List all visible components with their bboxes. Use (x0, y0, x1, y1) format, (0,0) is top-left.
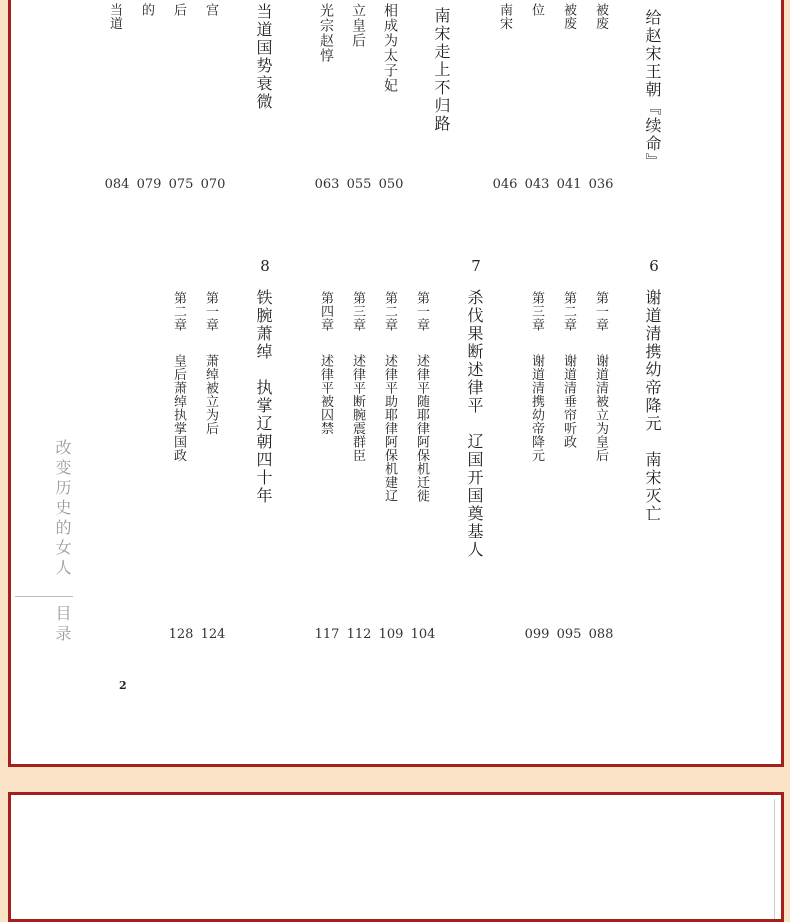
toc-part-title: 给赵宋王朝『续命』 (643, 9, 662, 171)
section-number: 6 (649, 257, 659, 275)
chapter-page: 104 (410, 627, 436, 642)
chapter-page: 128 (168, 627, 194, 642)
chapter-title: 述律平断腕震群臣 (350, 354, 365, 462)
toc-page-number: 055 (346, 177, 372, 192)
section-number: 7 (471, 257, 481, 275)
chapter-page: 109 (378, 627, 404, 642)
section-title: 铁腕萧绰 执掌辽朝四十年 (254, 289, 273, 505)
chapter-label: 第一章 (203, 291, 218, 332)
chapter-page: 117 (314, 627, 340, 642)
section-number: 8 (260, 257, 270, 275)
chapter-label: 第一章 (593, 291, 608, 332)
toc-chapter-title: 南宋 (497, 3, 512, 30)
toc-chapter-title: 立皇后 (350, 3, 366, 48)
toc-page-number: 063 (314, 177, 340, 192)
toc-page-number: 050 (378, 177, 404, 192)
chapter-label: 第二章 (561, 291, 576, 332)
next-page (8, 792, 784, 922)
chapter-label: 第一章 (414, 291, 429, 332)
chapter-page: 095 (556, 627, 582, 642)
page-folio: 2 (119, 679, 127, 692)
toc-page-number: 079 (136, 177, 162, 192)
toc-page-number: 043 (524, 177, 550, 192)
toc-page-number: 075 (168, 177, 194, 192)
toc-chapter-title: 被废 (561, 3, 576, 30)
chapter-title: 述律平被囚禁 (318, 354, 333, 435)
chapter-title: 谢道清携幼帝降元 (529, 354, 544, 462)
toc-chapter-title: 宫 (203, 3, 218, 17)
toc-part-title: 南宋走上不归路 (432, 7, 451, 133)
chapter-title: 萧绰被立为后 (203, 354, 218, 435)
section-title: 谢道清携幼帝降元 南宋灭亡 (643, 289, 662, 523)
chapter-title: 述律平助耶律阿保机建辽 (382, 354, 397, 503)
chapter-label: 第三章 (529, 291, 544, 332)
chapter-title: 谢道清被立为皇后 (593, 354, 608, 462)
toc-page-number: 046 (492, 177, 518, 192)
chapter-page: 112 (346, 627, 372, 642)
toc-chapter-title: 光宗赵惇 (318, 3, 334, 63)
chapter-page: 124 (200, 627, 226, 642)
chapter-page: 099 (524, 627, 550, 642)
toc-chapter-title: 后 (171, 3, 186, 17)
chapter-title: 谢道清垂帘听政 (561, 354, 576, 449)
chapter-label: 第四章 (318, 291, 333, 332)
chapter-label: 第二章 (382, 291, 397, 332)
toc-page-number: 036 (588, 177, 614, 192)
toc-chapter-title: 的 (139, 3, 154, 17)
toc-page (8, 0, 784, 767)
toc-chapter-title: 位 (529, 3, 544, 17)
chapter-title: 皇后萧绰执掌国政 (171, 354, 186, 462)
toc-chapter-title: 当道 (107, 3, 122, 30)
chapter-page: 088 (588, 627, 614, 642)
chapter-label: 第二章 (171, 291, 186, 332)
toc-chapter-title: 被废 (593, 3, 608, 30)
page-edge-line (774, 799, 775, 919)
toc-page-number: 084 (104, 177, 130, 192)
toc-chapter-title: 相成为太子妃 (382, 3, 398, 93)
book-title: 改变历史的女人 (53, 439, 72, 579)
toc-page-number: 070 (200, 177, 226, 192)
chapter-title: 述律平随耶律阿保机迁徙 (414, 354, 429, 503)
side-divider (15, 596, 73, 597)
toc-page-number: 041 (556, 177, 582, 192)
chapter-label: 第三章 (350, 291, 365, 332)
contents-label: 目录 (53, 605, 72, 645)
toc-part-title: 当道国势衰微 (254, 3, 273, 111)
section-title: 杀伐果断述律平 辽国开国奠基人 (465, 289, 484, 559)
